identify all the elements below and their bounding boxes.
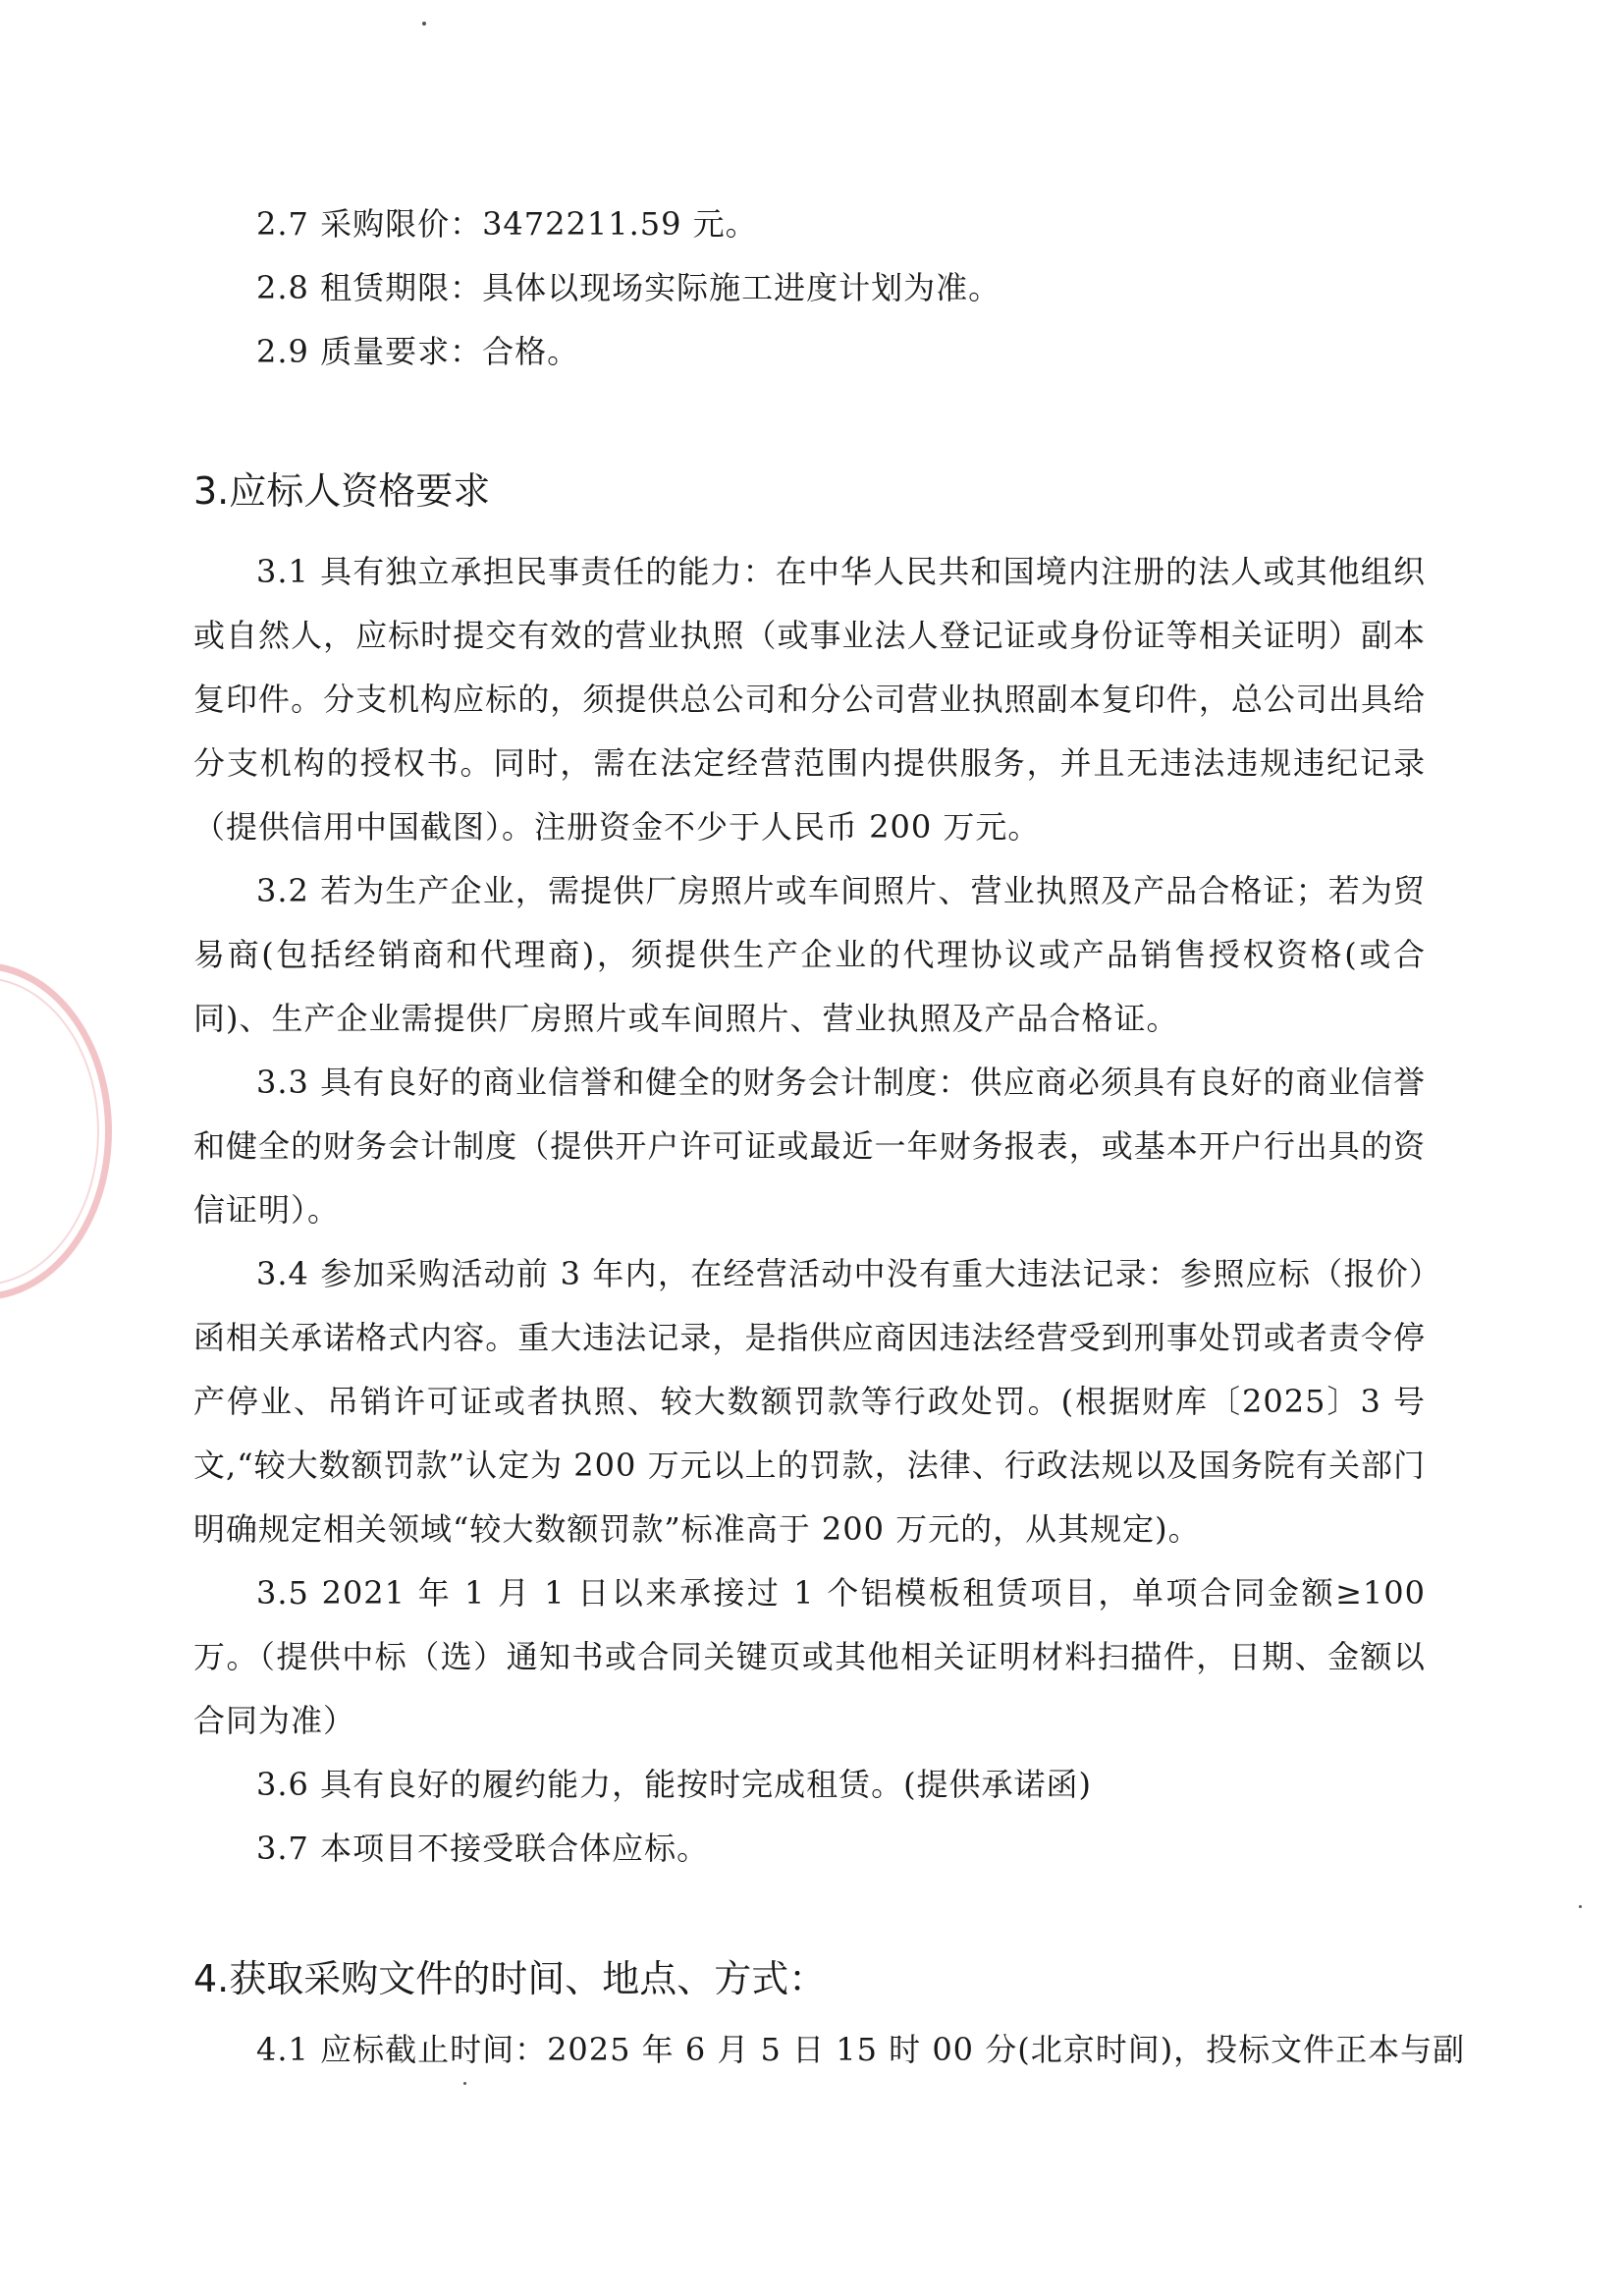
paragraph-3-3: 3.3 具有良好的商业信誉和健全的财务会计制度：供应商必须具有良好的商业信誉和健全的财务会计制度（提供开户许可证或最近一年财务报表，或基本开户行出具的资信证明）。 — [193, 1064, 1426, 1229]
section-3-heading: 3.应标人资格要求 — [193, 469, 491, 513]
item-2-9: 2.9 质量要求：合格。 — [256, 333, 580, 370]
red-seal-stamp — [0, 962, 112, 1300]
scan-speck — [1579, 1905, 1582, 1908]
paragraph-3-2: 3.2 若为生产企业，需提供厂房照片或车间照片、营业执照及产品合格证；若为贸易商(包括经销商和代理商)，须提供生产企业的代理协议或产品销售授权资格(或合同)、生产企业需提供厂房照片或车间照片、营业执照及产品合格证。 — [193, 872, 1426, 1037]
scan-speck — [422, 22, 426, 26]
item-2-8: 2.8 租赁期限：具体以现场实际施工进度计划为准。 — [256, 269, 1001, 306]
paragraph-3-7: 3.7 本项目不接受联合体应标。 — [256, 1830, 710, 1867]
section-4-heading: 4.获取采购文件的时间、地点、方式： — [193, 1957, 827, 2000]
paragraph-3-1: 3.1 具有独立承担民事责任的能力：在中华人民共和国境内注册的法人或其他组织或自然人，应标时提交有效的营业执照（或事业法人登记证或身份证等相关证明）副本复印件。分支机构应标的，须提供总公司和分公司营业执照副本复印件，总公司出具给分支机构的授权书。同时，需在法定经营范围内提供服务，并且无违法违规违纪记录（提供信用中国截图）。注册资金不少于人民币 200 万元。 — [193, 553, 1426, 846]
paragraph-4-1: 4.1 应标截止时间：2025 年 6 月 5 日 15 时 00 分(北京时间)，投标文件正本与副 — [256, 2031, 1466, 2068]
item-2-7: 2.7 采购限价：3472211.59 元。 — [256, 205, 758, 243]
paragraph-3-6: 3.6 具有良好的履约能力，能按时完成租赁。(提供承诺函) — [256, 1766, 1093, 1803]
paragraph-3-5: 3.5 2021 年 1 月 1 日以来承接过 1 个铝模板租赁项目，单项合同金额≥100 万。（提供中标（选）通知书或合同关键页或其他相关证明材料扫描件，日期、金额以合同为准） — [193, 1574, 1426, 1739]
paragraph-3-4: 3.4 参加采购活动前 3 年内，在经营活动中没有重大违法记录：参照应标（报价）函相关承诺格式内容。重大违法记录，是指供应商因违法经营受到刑事处罚或者责令停产停业、吊销许可证或者执照、较大数额罚款等行政处罚。(根据财库〔2025〕3 号文,“较大数额罚款”认定为 200 万元以上的罚款，法律、行政法规以及国务院有关部门明确规定相关领域“较大数额罚款”标准高于 200 万元的，从其规定)。 — [193, 1255, 1426, 1548]
scan-speck — [463, 2082, 466, 2085]
